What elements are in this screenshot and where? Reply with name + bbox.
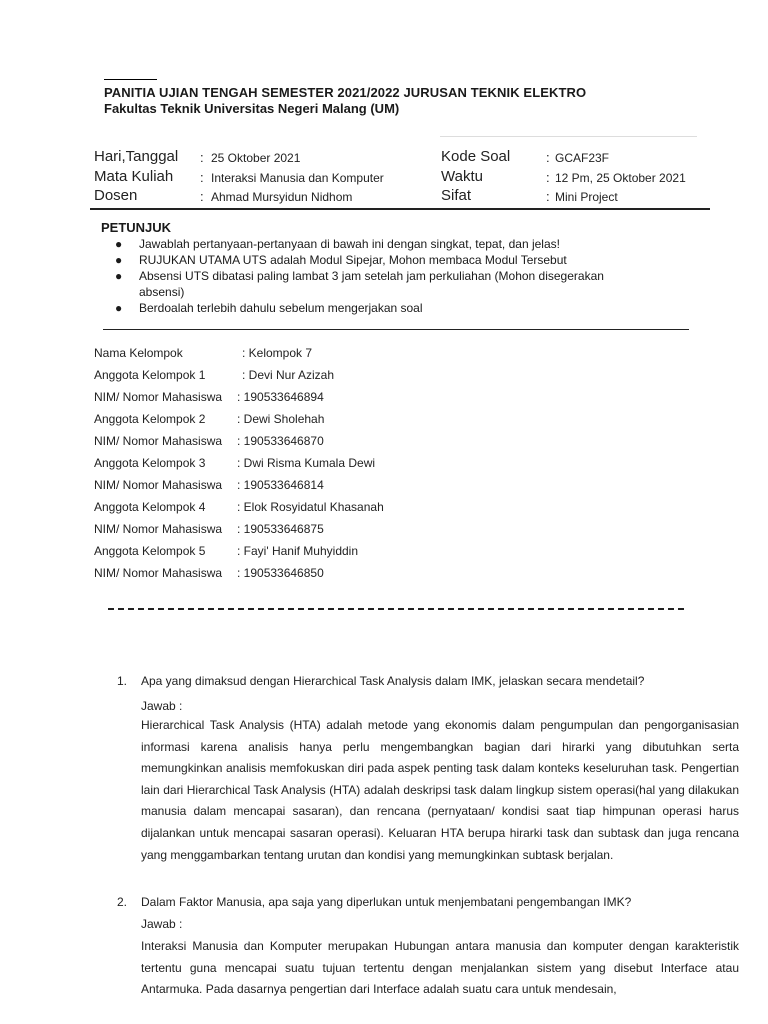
answer-paragraph: Hierarchical Task Analysis (HTA) adalah metode yang ekonomis dalam pengumpulan dan pengorganisasian informasi karena analisis hanya perlu mengembangkan bagian dari hirarki yang dibutuhkan serta memungkinkan analisis memfokuskan diri pada aspek penting task dalam konteks keseluruhan task. Pengertian lain dari Hierarchical Task Analysis (HTA) adalah deskripsi task dalam lingkup sistem operasi(hal yang dilakukan manusia dalam mencapai sasaran), dan rencana (pernyataan/ kondisi saat tiap himpunan operasi harus dijalankan untuk mencapai sasaran operasi). Keluaran HTA berupa hirarki task dan subtask dan juga rencana yang menggambarkan tentang urutan dan kondisi yang memungkinkan subtask berjalan. — [141, 718, 739, 862]
question-number: 1. — [117, 674, 128, 688]
hari-colon: : — [200, 150, 204, 165]
faculty-title: Fakultas Teknik Universitas Negeri Malang (UM) — [104, 101, 400, 116]
mata-kuliah-value: Interaksi Manusia dan Komputer — [211, 171, 384, 185]
header-top-rule — [104, 79, 157, 80]
info-divider — [90, 208, 710, 210]
petunjuk-item: ● Jawablah pertanyaan-pertanyaan di bawah ini dengan singkat, tepat, dan jelas! — [115, 237, 560, 251]
question-text: Apa yang dimaksud dengan Hierarchical Task Analysis dalam IMK, jelaskan secara mendetail? — [141, 674, 645, 688]
sifat-value: Mini Project — [555, 190, 618, 204]
bullet-icon: ● — [115, 253, 123, 267]
exam-committee-title: PANITIA UJIAN TENGAH SEMESTER 2021/2022 JURUSAN TEKNIK ELEKTRO — [104, 85, 587, 100]
answer-paragraph: Interaksi Manusia dan Komputer merupakan Hubungan antara manusia dan komputer dengan karakteristik tertentu guna mencapai suatu tujuan tertentu dengan menjalankan sistem yang disebut Interface atau Antarmuka. Pada dasarnya pengertian dari Interface adalah suatu cara untuk mendesain, — [141, 939, 739, 997]
mata-kuliah-label: Mata Kuliah — [94, 168, 174, 185]
kode-colon: : — [546, 150, 550, 165]
matkul-colon: : — [200, 170, 204, 185]
petunjuk-divider — [103, 329, 689, 330]
sifat-colon: : — [546, 189, 550, 204]
answer-label: Jawab : — [141, 917, 183, 931]
waktu-colon: : — [546, 170, 550, 185]
hari-tanggal-value: 25 Oktober 2021 — [211, 151, 301, 165]
kode-soal-value: GCAF23F — [555, 151, 610, 165]
dosen-value: Ahmad Mursyidun Nidhom — [211, 190, 353, 204]
bullet-icon: ● — [115, 237, 123, 251]
waktu-value: 12 Pm, 25 Oktober 2021 — [555, 171, 686, 185]
question-number: 2. — [117, 895, 128, 909]
petunjuk-item: ● Berdoalah terlebih dahulu sebelum mengerjakan soal — [115, 301, 423, 315]
petunjuk-item: ● Absensi UTS dibatasi paling lambat 3 jam setelah jam perkuliahan (Mohon disegerakan absensi) — [115, 269, 604, 299]
kode-soal-label: Kode Soal — [441, 148, 511, 165]
petunjuk-title: PETUNJUK — [101, 220, 172, 235]
dosen-label: Dosen — [94, 187, 138, 204]
hari-tanggal-label: Hari,Tanggal — [94, 148, 179, 165]
header-faint-rule — [440, 136, 697, 137]
question-text: Dalam Faktor Manusia, apa saja yang diperlukan untuk menjembatani pengembangan IMK? — [141, 895, 632, 909]
dosen-colon: : — [200, 189, 204, 204]
section-dashed-divider — [108, 608, 684, 610]
waktu-label: Waktu — [441, 168, 483, 185]
petunjuk-item: ● RUJUKAN UTAMA UTS adalah Modul Sipejar, Mohon membaca Modul Tersebut — [115, 253, 567, 267]
sifat-label: Sifat — [441, 187, 472, 204]
answer-label: Jawab : — [141, 699, 183, 713]
bullet-icon: ● — [115, 301, 123, 315]
bullet-icon: ● — [115, 269, 123, 283]
petunjuk-list — [115, 236, 635, 316]
